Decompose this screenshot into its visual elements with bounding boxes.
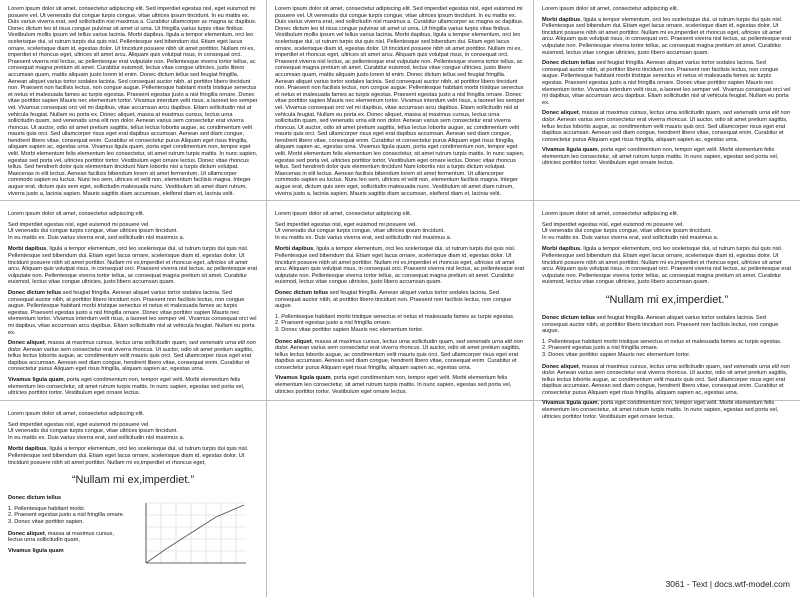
paragraph: Donec dictum tellus sed feugiat fringilla. Aenean aliquet varius tortor sodales lacinia. Sed consequat auctor nibh, at porttitor libero tincidunt non. Praesent non facilisis lectus, non congue augue. xyxy=(275,289,512,310)
paragraph: Vivamus ligula quam, porta eget condimentum non, tempor eget velit. Morbi elementum felis elementum leo consectetur, sit amet rutrum turpis mattis. In nunc sapien, egestas sed porta vel, ultricies porttitor tortor. Vestibulum eget ornare lectus. xyxy=(275,375,512,395)
paragraph: Morbi dapibus, ligula a tempor elementum, orci leo scelerisque dui, ut rutrum turpis dui quis nisl. Pellentesque sed bibendum dui. Etiam eget lacus ornare, scelerisque diam id, egestas dolor. Ut tincidunt posuere nibh sit amet porttitor. Nullam mi ex,imperdiet et rhoncus eget, ultricies sit amet arcu. Aliquam quis volutpat risus, in consequat orci. Praesent viverra nisl lectus, ac pellentesque erat vulputate non. Pellentesque viverra tortor tellus, ac consequat magna pretium sit amet. Curabitur euismod, lectus vitae congue ultricies, justo libero accumsan quam. xyxy=(542,246,792,286)
paragraph: Morbi dapibus, ligula a tempor elementum, orci leo scelerisque dui, ut rutrum turpis dui quis nisl. Pellentesque sed bibendum dui. Etiam eget lacus ornare, scelerisque diam id, egestas dolor. Ut tincidunt posuere nibh sit amet porttitor. Nullam mi ex,imperdiet et rhoncus eget, ultricies sit amet arcu. Aliquam quis volutpat risus, in consequat orci. Praesent viverra nisl lectus, ac pellentesque erat vulputate non. Pellentesque viverra tortor tellus, ac consequat magna pretium sit amet. Curabitur euismod, lectus vitae congue ultricies, justo libero accumsan quam. xyxy=(542,16,792,56)
paragraph: Vivamus ligula quam, porta eget condimentum non, tempor eget velit. Morbi elementum felis elementum leo consectetur, sit amet rutrum turpis mattis. In nunc sapien, egestas sed porta vel, ultricies porttitor tortor. Vestibulum eget ornare lectus. xyxy=(8,377,245,397)
list-item: Sed imperdiet egestas nisl, eget euismod mi posuere vel. xyxy=(8,221,150,228)
numbered-list xyxy=(8,506,130,526)
list-item: Ut venenatis dui congue turpis congue, vitae ultrices ipsum tincidunt. xyxy=(542,228,712,235)
text-column xyxy=(8,495,130,573)
paragraph: Donec aliquet, massa at maximus cursus, lectus urna sollicitudin quam, xyxy=(8,530,115,544)
list-item: In eu mattis ex. Duis varius viverra erat, sed sollicitudin nisl maximus a. xyxy=(542,234,719,241)
paragraph: Lorem ipsum dolor sit amet, consectetur adipiscing elit. xyxy=(275,211,412,217)
paragraph: Vivamus ligula quam, porta eget condimentum non, tempor eget velit. Morbi elementum felis elementum leo consectetur, sit amet rutrum turpis mattis. In nunc sapien, egestas sed porta vel, ultricies porttitor tortor. Vestibulum eget ornare lectus. xyxy=(542,147,779,167)
list-item: In eu mattis ex. Duis varius viverra erat, sed sollicitudin nisl maximus a. xyxy=(8,434,185,441)
page-cell-empty xyxy=(534,401,800,597)
page-cell xyxy=(267,201,533,400)
page-cell xyxy=(534,201,800,420)
list-item: Ut venenatis dui congue turpis congue, vitae ultrices ipsum tincidunt. xyxy=(275,228,445,235)
list-item: In eu mattis ex. Duis varius viverra erat, sed sollicitudin nisl maximus a. xyxy=(275,234,452,241)
paragraph: Donec dictum tellus sed feugiat fringilla. Aenean aliquet varius tortor sodales lacinia. Sed consequat auctor nibh, at porttitor libero tincidunt non. Praesent non facilisis lectus, non congue augue. Pellentesque habitant morbi tristique senectus et netus et malesuada fames ac turpis egestas. Praesent egestas justo a nisl fringilla ornare. Donec vitae porttitor sapien Mauris nec elementum tortor. Vivamus interdum velit risus, a laoreet leo semper vel. Vivamus consequat orci vel mi dapibus, vitae accumsan arcu dapibus. Etiam sollicitudin nisl at vehicula feugiat. Nullam eu porta ex. xyxy=(8,289,257,336)
list-item: Sed imperdiet egestas nisl, eget euismod mi posuere vel. xyxy=(8,421,150,428)
paragraph: Lorem ipsum dolor sit amet, consectetur adipiscing elit. Sed imperdiet egestas nisl, eget euismod mi posuere vel. Ut venenatis dui congue turpis congue, vitae ultrices ipsum tincidunt. In eu mattis ex. Duis varius viverra erat, sed sollicitudin nisl maximus a. Curabitur ullamcorper ac magna ac dapibus. Donec dictum leo id risus congue pulvinar sit amet ut urna. Ut fringilla varius turpis vitae finibus. Vestibulum mollis ipsum vel tellus varius lacinia. Morbi dapibus, ligula a tempor elementum, orci leo scelerisque dui, ut rutrum turpis dui quis nisl. Pellentesque sed bibendum dui. Etiam eget lacus ornare, scelerisque diam id, egestas dolor. Ut tincidunt posuere nibh sit amet porttitor. Nullam mi ex, imperdiet et rhoncus eget, ultrices sit amet arcu. Aliquam quis volutpat risus, in consequat orci. Praesent viverra nisl lectus, ac pellentesque erat vulputate non. Pellentesque viverra tortor tellus, ac consequat magna pretium sit amet. Curabitur euismod, lectus vitae congue ultricies, justo libero accumsan quam, mattis aliquam justo lorem id enim. Donec dictum tellus sed feugiat fringilla. Aenean aliquet varius tortor sodales lacinia. Sed consequat auctor nibh, at porttitor libero tincidunt non. Praesent non facilisis lectus, non congue augue. Pellentesque habitant morbi tristique senectus et netus et malesuada fames ac turpis egestas. Praesent egestas justo a nisl fringilla ornare. Donec vitae porttitor sapien Mauris nec elementum tortor. Vivamus interdum velit risus, a laoreet leo semper vel. Vivamus consequat orci vel mi dapibus, vitae accumsan arcu dapibus. Etiam sollicitudin nisl at vehicula feugiat. Nullam eu porta ex. Donec aliquet, massa at maximus cursus, lectus urna sollicitudin quam, sed venenatis urna elit non dolor. Aenean varius sem consectetur erat viverra rhoncus. Ut auctor, odio sit amet pretium sagittis, tellus lectus lobortis augue, ac condimentum velit mauris quis orci. Sed ullamcorper risus eget erat dapibus accumsan. Aenean sed diam congue, hendrerit libero vitae, consequat enim. Curabitur et consectetur purus Aliquam eget risus fringilla, aliquam sapien ac, egestas urna. Vivamus ligula quam, porta eget condimentum non, tempor eget velit. Morbi elementum felis elementum leo consectetur, sit amet rutrum turpis mattis. In nunc sapien, egestas sed porta vel, ultricies porttitor tortor. Vestibulum eget ornare lectus. Donec vitae rhoncus tellus. Sed hendrerit dolor quis elementum tincidunt Nam lobortis nisi a turpis dictum volutpat. Maecenas in elit lectus. Aenean facilisis bibendum lorem sit amet fermentum. Ut ullamcorper commodo sapien eu luctus. Nunc leo sem, ultrices et velit non, elementum facilisis magna. Integer augue erat, dictum quis sem eget, sollicitudin malesuada nunc. Vestibulum sit amet diam rutrum, viverra justo a, lacinia sapien. Mauris sagittis diam accumsan, eleifend diam et, lacinia velit. xyxy=(275,6,525,197)
paragraph: Morbi dapibus, ligula a tempor elementum, orci leo scelerisque dui, ut rutrum turpis dui quis nisl. Pellentesque sed bibendum dui. Etiam eget lacus ornare, scelerisque diam id, egestas dolor. Ut tincidunt posuere nibh sit amet porttitor. Nullam mi ex,imperdiet et rhoncus eget, ultricies sit amet arcu. Aliquam quis volutpat risus, in consequat orci. Praesent viverra nisl lectus, ac pellentesque erat vulputate non. Pellentesque viverra tortor tellus, ac consequat magna pretium sit amet. Curabitur euismod, lectus vitae congue ultricies, justo libero accumsan quam. xyxy=(275,246,525,286)
page-cell xyxy=(534,0,800,200)
paragraph: Donec dictum tellus sed feugiat fringilla. Aenean aliquet varius tortor sodales lacinia. Sed consequat auctor nibh, at porttitor libero tincidunt non. Praesent non facilisis lectus, non congue augue. Pellentesque habitant morbi tristique senectus et netus et malesuada fames ac turpis egestas. Praesent egestas justo a nisl fringilla ornare. Donec vitae porttitor sapien Mauris nec elementum tortor. Vivamus interdum velit risus, a laoreet leo semper vel. Vivamus consequat orci vel mi dapibus, vitae accumsan arcu dapibus. Etiam sollicitudin nisl at vehicula feugiat. Nullam eu porta ex. xyxy=(542,60,791,106)
list-item: 3. Donec vitae porttitor sapien Mauris nec elementum tortor. xyxy=(275,326,424,333)
two-column-block xyxy=(8,495,258,573)
line-figure xyxy=(136,495,254,570)
bullet-list xyxy=(542,222,792,242)
page-cell xyxy=(0,401,266,597)
paragraph: Lorem ipsum dolor sit amet, consectetur adipiscing elit. xyxy=(542,6,679,12)
figure-background xyxy=(136,495,254,570)
numbered-list xyxy=(542,339,792,359)
paragraph: Vivamus ligula quam xyxy=(8,547,64,554)
paragraph: Morbi dapibus, ligula a tempor elementum, orci leo scelerisque dui, ut rutrum turpis dui quis nisl. Pellentesque sed bibendum dui. Etiam eget lacus ornare, scelerisque diam id, egestas dolor. Ut tincidunt posuere nibh sit amet porttitor. Nullam mi ex,imperdiet et rhoncus eget, xyxy=(8,446,249,466)
paragraph: Morbi dapibus, ligula a tempor elementum, orci leo scelerisque dui, ut rutrum turpis dui quis nisl. Pellentesque sed bibendum dui. Etiam eget lacus ornare, scelerisque diam id, egestas dolor. Ut tincidunt posuere nibh sit amet porttitor. Nullam mi ex,imperdiet et rhoncus eget, ultricies sit amet arcu. Aliquam quis volutpat risus, in consequat orci. Praesent viverra nisl lectus, ac pellentesque erat vulputate non. Pellentesque viverra tortor tellus, ac consequat magna pretium sit amet. Curabitur euismod, lectus vitae congue ultricies, justo libero accumsan quam. xyxy=(8,246,258,286)
paragraph: Lorem ipsum dolor sit amet, consectetur adipiscing elit. xyxy=(542,211,679,217)
paragraph: Donec dictum tellus xyxy=(8,495,62,502)
paragraph: Donec aliquet, massa at maximus cursus, lectus urna sollicitudin quam, sed venenatis urna elit non dolor. Aenean varius sem consectetur erat viverra rhoncus. Ut auctor, odio sit amet pretium sagittis, tellus lectus lobortis augue, ac condimentum velit mauris quis orci. Sed ullamcorper risus eget erat dapibus accumsan. Aenean sed diam congue, hendrerit libero vitae, consequat enim. Curabitur et consectetur purus Aliquam eget risus fringilla, aliquam sapien ac, egestas urna. xyxy=(8,340,256,373)
paragraph: Vivamus ligula quam, porta eget condimentum non, tempor eget velit. Morbi elementum felis elementum leo consectetur, sit amet rutrum turpis mattis. In nunc sapien, egestas sed porta vel, ultricies porttitor tortor. Vestibulum eget ornare lectus. xyxy=(542,400,779,420)
page-cell-empty xyxy=(267,401,533,597)
paragraph: Lorem ipsum dolor sit amet, consectetur adipiscing elit. Sed imperdiet egestas nisl, eget euismod mi posuere vel. Ut venenatis dui congue turpis congue, vitae ultrices ipsum tincidunt. In eu mattis ex. Duis varius viverra erat, sed sollicitudin nisl maximus a. Curabitur ullamcorper ac magna ac dapibus. Donec dictum leo id risus congue pulvinar sit amet ut urna. Ut fringilla varius turpis vitae finibus. Vestibulum mollis ipsum vel tellus varius lacinia. Morbi dapibus, ligula a tempor elementum, orci leo scelerisque dui, ut rutrum turpis dui quis nisl. Pellentesque sed bibendum dui. Etiam eget lacus ornare, scelerisque diam id, egestas dolor. Ut tincidunt posuere nibh sit amet porttitor. Nullam mi ex, imperdiet et rhoncus eget, ultrices sit amet arcu. Aliquam quis volutpat risus, in consequat orci. Praesent viverra nisl lectus, ac pellentesque erat vulputate non. Pellentesque viverra tortor tellus, ac consequat magna pretium sit amet. Curabitur euismod, lectus vitae congue ultricies, justo libero accumsan quam, mattis aliquam justo lorem id enim. Donec dictum tellus sed feugiat fringilla. Aenean aliquet varius tortor sodales lacinia. Sed consequat auctor nibh, at porttitor libero tincidunt non. Praesent non facilisis lectus, non congue augue. Pellentesque habitant morbi tristique senectus et netus et malesuada fames ac turpis egestas. Praesent egestas justo a nisl fringilla ornare. Donec vitae porttitor sapien Mauris nec elementum tortor. Vivamus interdum velit risus, a laoreet leo semper vel. Vivamus consequat orci vel mi dapibus, vitae accumsan arcu dapibus. Etiam sollicitudin nisl at vehicula feugiat. Nullam eu porta ex. Donec aliquet, massa at maximus cursus, lectus urna sollicitudin quam, sed venenatis urna elit non dolor. Aenean varius sem consectetur erat viverra rhoncus. Ut auctor, odio sit amet pretium sagittis, tellus lectus lobortis augue, ac condimentum velit mauris quis orci. Sed ullamcorper risus eget erat dapibus accumsan. Aenean sed diam congue, hendrerit libero vitae, consequat enim. Curabitur et consectetur purus Aliquam eget risus fringilla, aliquam sapien ac, egestas urna. Vivamus ligula quam, porta eget condimentum non, tempor eget velit. Morbi elementum felis elementum leo consectetur, sit amet rutrum turpis mattis. In nunc sapien, egestas sed porta vel, ultricies porttitor tortor. Vestibulum eget ornare lectus. Donec vitae rhoncus tellus. Sed hendrerit dolor quis elementum tincidunt Nam lobortis nisi a turpis dictum volutpat. Maecenas in elit lectus. Aenean facilisis bibendum lorem sit amet fermentum. Ut ullamcorper commodo sapien eu luctus. Nunc leo sem, ultrices et velit non, elementum facilisis magna. Integer augue erat, dictum quis sem eget, sollicitudin malesuada nunc. Vestibulum sit amet diam rutrum, viverra justo a, lacinia sapien. Mauris sagittis diam accumsan, eleifend diam et, lacinia velit. xyxy=(8,6,258,197)
page-cell xyxy=(0,0,266,200)
numbered-list xyxy=(275,314,525,334)
list-item: 3. Donec vitae porttitor sapien Mauris nec elementum tortor. xyxy=(542,351,691,358)
list-item: In eu mattis ex. Duis varius viverra erat, sed sollicitudin nisl maximus a. xyxy=(8,234,185,241)
list-item: 1. Pellentesque habitant morbi tristique senectus et netus et malesuada fames ac turpis egestas. xyxy=(542,338,782,345)
paragraph: Donec aliquet, massa at maximus cursus, lectus urna sollicitudin quam, sed venenatis urna elit non dolor. Aenean varius sem consectetur erat viverra rhoncus. Ut auctor, odio sit amet pretium sagittis, tellus lectus lobortis augue, ac condimentum velit mauris quis orci. Sed ullamcorper risus eget erat dapibus accumsan. Aenean sed diam congue, hendrerit libero vitae, consequat enim. Curabitur et consectetur purus Aliquam eget risus fringilla, aliquam sapien ac, egestas urna. xyxy=(275,338,523,371)
list-item: Ut venenatis dui congue turpis congue, vitae ultrices ipsum tincidunt. xyxy=(8,228,178,235)
list-item: 1. Pellentesque habitant morbi tristique senectus et netus et malesuada fames ac turpis egestas. xyxy=(275,313,515,320)
list-item: 2. Praesent egestas justo a nisl fringilla ornare. xyxy=(542,345,659,352)
list-item: 2. Praesent egestas justo a nisl fringilla ornare. xyxy=(8,512,125,519)
figure-column xyxy=(136,495,258,573)
paragraph: Donec aliquet, massa at maximus cursus, lectus urna sollicitudin quam, sed venenatis urna elit non dolor. Aenean varius sem consectetur erat viverra rhoncus. Ut auctor, odio sit amet pretium sagittis, tellus lectus lobortis augue, ac condimentum velit mauris quis orci. Sed ullamcorper risus eget erat dapibus accumsan. Aenean sed diam congue, hendrerit libero vitae, consequat enim. Curabitur et consectetur purus Aliquam eget risus fringilla, aliquam sapien ac, egestas urna. xyxy=(542,363,790,396)
list-item: Sed imperdiet egestas nisl, eget euismod mi posuere vel. xyxy=(542,221,684,228)
list-item: 1. Pellentesque habitant morbi. xyxy=(8,505,86,512)
list-item: 3. Donec vitae porttitor sapien. xyxy=(8,518,84,525)
paragraph: Lorem ipsum dolor sit amet, consectetur adipiscing elit. xyxy=(8,411,145,417)
page-cell xyxy=(267,0,533,200)
footer-label: 3061 - Text | docs.wtf-model.com xyxy=(665,579,790,589)
page-cell xyxy=(0,201,266,400)
list-item: Ut venenatis dui congue turpis congue, vitae ultrices ipsum tincidunt. xyxy=(8,428,178,435)
paragraph: Donec aliquet, massa at maximus cursus, lectus urna sollicitudin quam, sed venenatis urna elit non dolor. Aenean varius sem consectetur erat viverra rhoncus. Ut auctor, odio sit amet pretium sagittis, tellus lectus lobortis augue, ac condimentum velit mauris quis orci. Sed ullamcorper risus eget erat dapibus accumsan. Aenean sed diam congue, hendrerit libero vitae, consequat enim. Curabitur et consectetur purus Aliquam eget risus fringilla, aliquam sapien ac, egestas urna. xyxy=(542,110,790,143)
pull-quote: “Nullam mi ex,imperdiet.” xyxy=(71,474,195,487)
bullet-list xyxy=(275,222,525,242)
bullet-list xyxy=(8,222,258,242)
paragraph: Donec dictum tellus sed feugiat fringilla. Aenean aliquet varius tortor sodales lacinia. Sed consequat auctor nibh, at porttitor libero tincidunt non. Praesent non facilisis lectus, non congue augue. xyxy=(542,314,779,335)
paragraph: Lorem ipsum dolor sit amet, consectetur adipiscing elit. xyxy=(8,211,145,217)
list-item: 2. Praesent egestas justo a nisl fringilla ornare. xyxy=(275,320,392,327)
bullet-list xyxy=(8,422,258,442)
pull-quote: “Nullam mi ex,imperdiet.” xyxy=(605,293,729,306)
list-item: Sed imperdiet egestas nisl, eget euismod mi posuere vel. xyxy=(275,221,417,228)
